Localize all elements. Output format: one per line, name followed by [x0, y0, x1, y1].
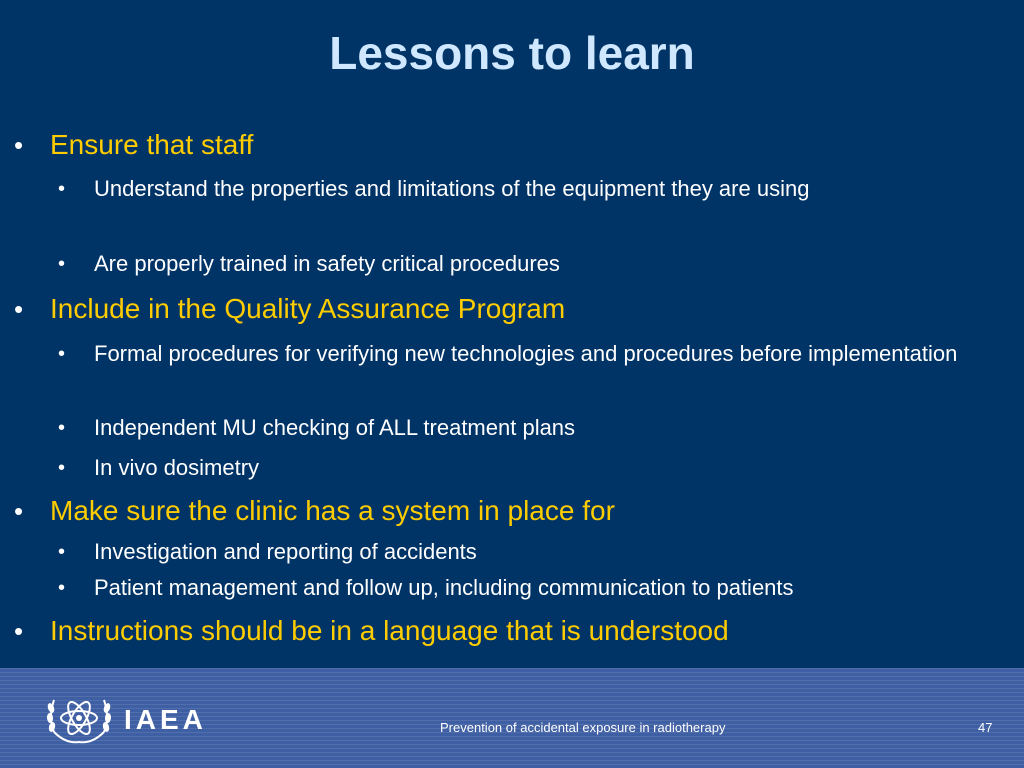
- bullet-text: Formal procedures for verifying new technologies and procedures before implementation: [94, 341, 958, 366]
- bullet-glyph: •: [58, 417, 66, 439]
- bullet-text: Include in the Quality Assurance Program: [50, 293, 566, 324]
- bullet-text: Independent MU checking of ALL treatment plans: [94, 415, 576, 440]
- bullet-glyph: •: [14, 496, 24, 526]
- bullet-text: Ensure that staff: [50, 129, 254, 160]
- bullet-text: Investigation and reporting of accidents: [94, 539, 477, 564]
- bullet-glyph: •: [14, 294, 24, 324]
- bullet-glyph: •: [58, 457, 66, 479]
- bullet-glyph: •: [58, 253, 66, 275]
- footer-band: [0, 668, 1024, 768]
- bullet-glyph: •: [58, 577, 66, 599]
- bullet-text: Instructions should be in a language that is understood: [50, 615, 729, 646]
- bullet-glyph: •: [14, 616, 24, 646]
- bullet-text: In vivo dosimetry: [94, 455, 260, 480]
- footer-caption: Prevention of accidental exposure in radiotherapy: [440, 720, 726, 735]
- bullet-glyph: •: [58, 178, 66, 200]
- page-number: 47: [978, 720, 993, 735]
- bullet-glyph: •: [58, 541, 66, 563]
- bullet-glyph: •: [58, 343, 66, 365]
- slide-title: Lessons to learn: [329, 27, 695, 79]
- bullet-text: Are properly trained in safety critical procedures: [94, 251, 560, 276]
- bullet-text: Understand the properties and limitations of the equipment they are using: [94, 176, 810, 201]
- iaea-emblem-icon: [40, 688, 118, 752]
- bullet-text: Make sure the clinic has a system in place for: [50, 495, 615, 526]
- bullet-text: Patient management and follow up, including communication to patients: [94, 575, 794, 600]
- iaea-logo-text: IAEA: [124, 704, 207, 735]
- bullet-glyph: •: [14, 130, 24, 160]
